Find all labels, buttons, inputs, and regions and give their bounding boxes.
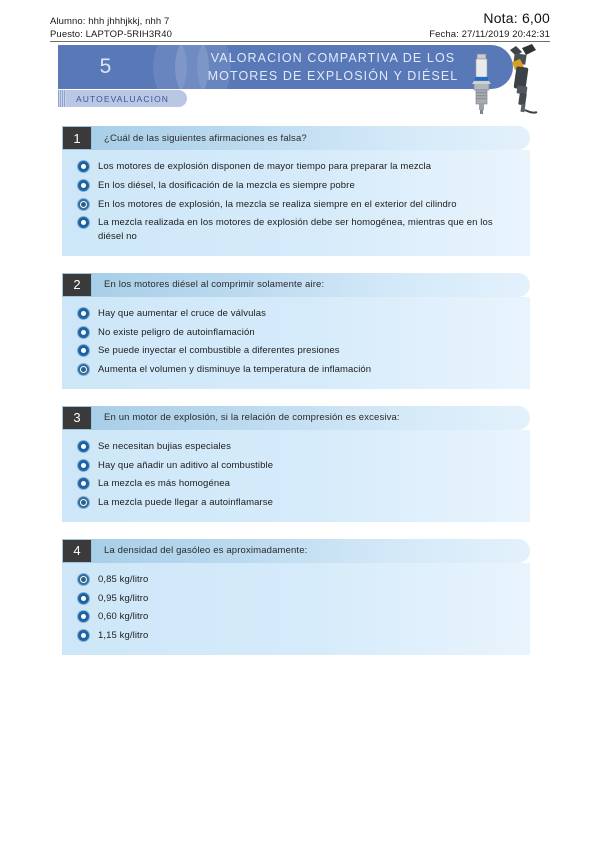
question-title-bar: [92, 406, 530, 430]
answer-option-label: 0,85 kg/litro: [98, 573, 149, 585]
radio-unselected-icon[interactable]: [78, 630, 89, 641]
radio-unselected-icon[interactable]: [78, 308, 89, 319]
radio-selected-icon[interactable]: [78, 574, 89, 585]
answer-option-label: La mezcla es más homogénea: [98, 478, 230, 490]
radio-unselected-icon[interactable]: [78, 460, 89, 471]
grade-value: Nota: 6,00: [483, 10, 550, 26]
answer-option-label: 0,95 kg/litro: [98, 592, 149, 604]
answer-option[interactable]: [76, 344, 516, 358]
answer-option[interactable]: [76, 160, 516, 174]
question-block: [62, 539, 530, 655]
tab-grip-decoration: [58, 90, 66, 107]
answer-options-panel: [62, 150, 530, 256]
question-number: 2: [62, 273, 92, 297]
answer-option-label: 0,60 kg/litro: [98, 611, 149, 623]
meta-row-workstation: [50, 29, 550, 41]
answer-option[interactable]: [76, 610, 516, 624]
answer-options-panel: [62, 563, 530, 655]
student-name-line: Alumno: hhh jhhhjkkj, nhh 7: [50, 15, 170, 27]
engine-parts-artwork: [452, 40, 552, 120]
spark-plug-icon: [472, 54, 491, 114]
document-meta-header: [50, 10, 550, 40]
question-block: [62, 406, 530, 522]
question-text: En los motores diésel al comprimir solamente aire:: [104, 279, 325, 291]
autoevaluacion-label: AUTOEVALUACION: [66, 90, 187, 107]
answer-option-label: La mezcla realizada en los motores de explosión debe ser homogénea, mientras que en los diésel no: [98, 217, 493, 243]
diesel-injector-icon: [510, 44, 537, 113]
radio-selected-icon[interactable]: [78, 199, 89, 210]
answer-option-label: Aumenta el volumen y disminuye la temperatura de inflamación: [98, 364, 372, 376]
answer-option[interactable]: [76, 629, 516, 643]
question-number: 1: [62, 126, 92, 150]
meta-row-student: [50, 10, 550, 28]
autoevaluacion-tab[interactable]: [58, 90, 187, 107]
answer-option-label: Se puede inyectar el combustible a diferentes presiones: [98, 345, 340, 357]
date-line: Fecha: 27/11/2019 20:42:31: [429, 28, 550, 40]
answer-option[interactable]: [76, 307, 516, 321]
answer-option-label: Hay que añadir un aditivo al combustible: [98, 459, 274, 471]
question-number: 4: [62, 539, 92, 563]
answer-option-label: Se necesitan bujias especiales: [98, 440, 231, 452]
answer-option[interactable]: [76, 573, 516, 587]
answer-option[interactable]: [76, 179, 516, 193]
radio-unselected-icon[interactable]: [78, 327, 89, 338]
question-title-bar: [92, 539, 530, 563]
question-number: 3: [62, 406, 92, 430]
answer-option-label: En los diésel, la dosificación de la mezcla es siempre pobre: [98, 179, 355, 191]
answer-options-panel: [62, 430, 530, 522]
question-title-bar: [92, 273, 530, 297]
answer-option-label: En los motores de explosión, la mezcla se realiza siempre en el exterior del cilindro: [98, 198, 457, 210]
answer-option[interactable]: [76, 363, 516, 377]
radio-unselected-icon[interactable]: [78, 441, 89, 452]
radio-unselected-icon[interactable]: [78, 611, 89, 622]
answer-option[interactable]: [76, 326, 516, 340]
radio-selected-icon[interactable]: [78, 497, 89, 508]
answer-options-panel: [62, 297, 530, 389]
answer-option[interactable]: [76, 440, 516, 454]
question-text: ¿Cuál de las siguientes afirmaciones es falsa?: [104, 132, 307, 144]
question-header: [62, 539, 530, 563]
radio-selected-icon[interactable]: [78, 364, 89, 375]
question-header: [62, 273, 530, 297]
radio-unselected-icon[interactable]: [78, 217, 89, 228]
unit-title-banner: [58, 45, 513, 89]
unit-title-line-1: VALORACION COMPARTIVA DE LOS: [210, 50, 456, 65]
artwork-svg: [452, 40, 552, 120]
workstation-line: Puesto: LAPTOP-5RIH3R40: [50, 28, 172, 40]
radio-unselected-icon[interactable]: [78, 161, 89, 172]
question-text: En un motor de explosión, si la relación de compresión es excesiva:: [104, 412, 400, 424]
unit-title-line-2: MOTORES DE EXPLOSIÓN Y DIÉSEL: [207, 69, 459, 83]
unit-number: 5: [99, 55, 113, 78]
answer-option-label: La mezcla puede llegar a autoinflamarse: [98, 497, 274, 509]
question-block: [62, 126, 530, 256]
question-text: La densidad del gasóleo es aproximadamente:: [104, 545, 308, 557]
question-title-bar: [92, 126, 530, 150]
answer-option[interactable]: [76, 592, 516, 606]
unit-title: [178, 45, 488, 89]
answer-option-label: Hay que aumentar el cruce de válvulas: [98, 307, 266, 319]
answer-option[interactable]: [76, 459, 516, 473]
answer-option-label: 1,15 kg/litro: [98, 630, 149, 642]
answer-option-label: No existe peligro de autoinflamación: [98, 326, 255, 338]
answer-option-label: Los motores de explosión disponen de mayor tiempo para preparar la mezcla: [98, 161, 432, 172]
question-header: [62, 126, 530, 150]
answer-option[interactable]: [76, 496, 516, 510]
radio-unselected-icon[interactable]: [78, 180, 89, 191]
radio-unselected-icon[interactable]: [78, 593, 89, 604]
answer-option[interactable]: [76, 477, 516, 491]
answer-option[interactable]: [76, 198, 516, 212]
radio-unselected-icon[interactable]: [78, 478, 89, 489]
question-list: [62, 126, 530, 672]
radio-unselected-icon[interactable]: [78, 345, 89, 356]
answer-option[interactable]: [76, 216, 516, 244]
question-header: [62, 406, 530, 430]
question-block: [62, 273, 530, 389]
